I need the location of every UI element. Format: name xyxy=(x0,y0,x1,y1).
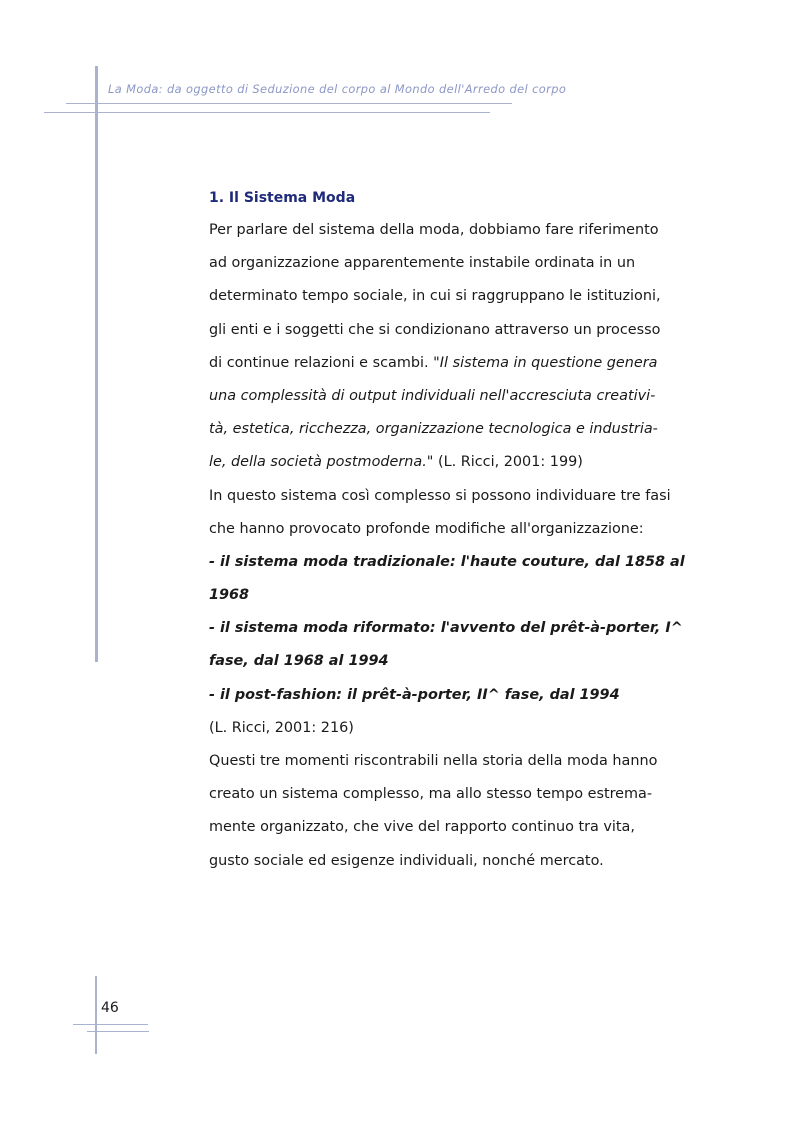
citation: (L. Ricci, 2001: 199) xyxy=(433,454,583,471)
body-line: Per parlare del sistema della moda, dobbiamo fare riferimento xyxy=(209,222,659,238)
phase-item: - il sistema moda tradizionale: l'haute couture, dal 1858 al xyxy=(209,553,685,570)
body-line: determinato tempo sociale, in cui si raggruppano le istituzioni, xyxy=(209,288,661,305)
phase-item: 1968 xyxy=(209,587,250,604)
quotation-line: tà, estetica, ricchezza, organizzazione tecnologica e industria- xyxy=(209,421,658,438)
header-vertical-rule xyxy=(95,66,98,662)
footer-horizontal-rule-bottom xyxy=(87,1031,149,1032)
body-line xyxy=(209,446,709,479)
quotation: le, della società postmoderna." xyxy=(209,454,434,471)
body-text: di continue relazioni e scambi. xyxy=(209,354,434,371)
phase-item: - il post-fashion: il prêt-à-porter, II^ fase, dal 1994 xyxy=(209,686,620,703)
footer-vertical-rule xyxy=(95,976,97,1054)
body-line xyxy=(209,347,709,380)
body-line: gusto sociale ed esigenze individuali, nonché mercato. xyxy=(209,852,604,869)
header-horizontal-rule-bottom xyxy=(44,112,490,113)
quotation-line: una complessità di output individuali nell'accresciuta creativi- xyxy=(209,387,656,404)
body-line: gli enti e i soggetti che si condizionano attraverso un processo xyxy=(209,321,661,338)
quotation: "Il sistema in questione genera xyxy=(433,354,658,371)
body-line: che hanno provocato profonde modifiche all'organizzazione: xyxy=(209,520,644,537)
main-content xyxy=(209,182,709,878)
footer-horizontal-rule-top xyxy=(73,1024,148,1025)
body-line: mente organizzato, che vive del rapporto continuo tra vita, xyxy=(209,819,635,836)
body-line: In questo sistema così complesso si possono individuare tre fasi xyxy=(209,487,671,504)
phase-item: - il sistema moda riformato: l'avvento del prêt-à-porter, I^ xyxy=(209,620,683,637)
section-title: 1. Il Sistema Moda xyxy=(209,190,356,206)
header-horizontal-rule-top xyxy=(66,103,512,104)
citation: (L. Ricci, 2001: 216) xyxy=(209,719,354,736)
page-number: 46 xyxy=(101,1000,119,1016)
body-line: Questi tre momenti riscontrabili nella storia della moda hanno xyxy=(209,753,658,769)
running-header: La Moda: da oggetto di Seduzione del corpo al Mondo dell'Arredo del corpo xyxy=(108,82,567,96)
phase-item: fase, dal 1968 al 1994 xyxy=(209,653,389,670)
body-line: ad organizzazione apparentemente instabile ordinata in un xyxy=(209,255,636,272)
body-line: creato un sistema complesso, ma allo stesso tempo estrema- xyxy=(209,786,653,803)
